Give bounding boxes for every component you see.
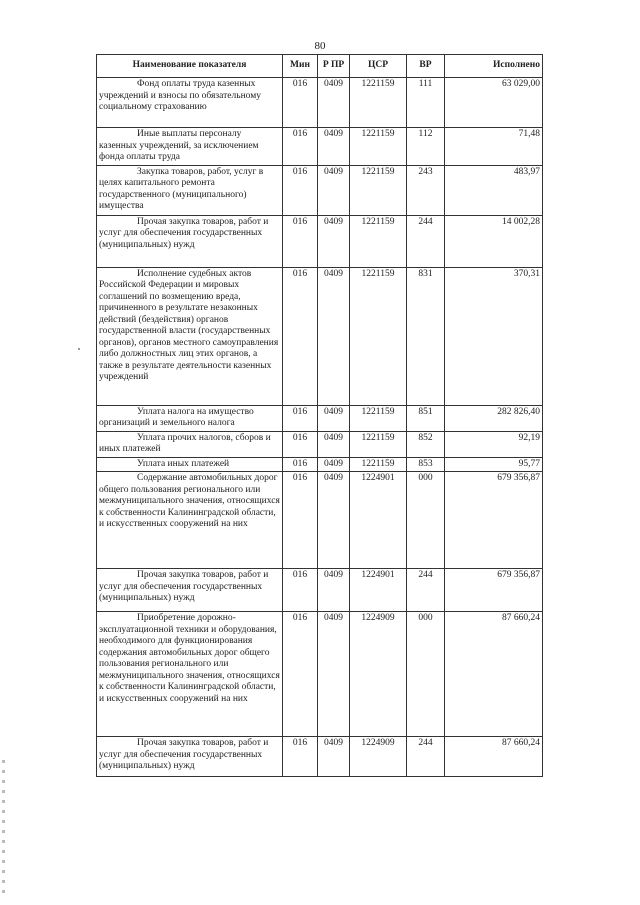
table-row (97, 405, 543, 431)
row-rpr: 0409 (318, 267, 350, 405)
row-vr: 000 (407, 472, 445, 569)
row-csr: 1221159 (350, 78, 407, 128)
row-amount: 282 826,40 (445, 405, 543, 431)
row-amount: 679 356,87 (445, 569, 543, 612)
row-amount: 95,77 (445, 457, 543, 472)
row-vr: 000 (407, 612, 445, 737)
row-csr: 1221159 (350, 267, 407, 405)
row-name: Приобретение дорожно-эксплуатационной техники и оборудования, необходимого для функционирования содержания автомобильных дорог общего пользования регионального или межмуниципального значения, относящихся к собственности Калининградской области, и искусственных сооружений на них (97, 612, 283, 737)
row-amount: 370,31 (445, 267, 543, 405)
table-row (97, 267, 543, 405)
table-row (97, 78, 543, 128)
row-min: 016 (283, 405, 318, 431)
row-rpr: 0409 (318, 431, 350, 457)
row-name: Исполнение судебных актов Российской Федерации и мировых соглашений по возмещению вреда, причиненного в результате незаконных действий (бездействия) органов государственной власти (государственных органов), органов местного самоуправления либо должностных лиц этих органов, а также в результате деятельности казенных учреждений (97, 267, 283, 405)
row-rpr: 0409 (318, 165, 350, 215)
row-rpr: 0409 (318, 215, 350, 267)
table-row (97, 215, 543, 267)
col-header-name: Наименование показателя (97, 55, 283, 78)
row-csr: 1221159 (350, 128, 407, 166)
row-csr: 1221159 (350, 215, 407, 267)
row-rpr: 0409 (318, 457, 350, 472)
row-min: 016 (283, 431, 318, 457)
budget-table (96, 54, 543, 777)
row-min: 016 (283, 612, 318, 737)
row-rpr: 0409 (318, 405, 350, 431)
row-amount: 679 356,87 (445, 472, 543, 569)
row-min: 016 (283, 267, 318, 405)
row-vr: 851 (407, 405, 445, 431)
row-vr: 853 (407, 457, 445, 472)
row-vr: 111 (407, 78, 445, 128)
row-amount: 63 029,00 (445, 78, 543, 128)
table-header-row (97, 55, 543, 78)
row-name: Уплата прочих налогов, сборов и иных платежей (97, 431, 283, 457)
row-vr: 244 (407, 215, 445, 267)
row-rpr: 0409 (318, 737, 350, 777)
row-csr: 1221159 (350, 405, 407, 431)
binding-marks (2, 760, 5, 900)
row-name: Иные выплаты персоналу казенных учреждений, за исключением фонда оплаты труда (97, 128, 283, 166)
row-vr: 243 (407, 165, 445, 215)
col-header-csr: ЦСР (350, 55, 407, 78)
table-row (97, 431, 543, 457)
row-min: 016 (283, 128, 318, 166)
row-rpr: 0409 (318, 128, 350, 166)
row-csr: 1224901 (350, 472, 407, 569)
table-row (97, 165, 543, 215)
row-name: Уплата иных платежей (97, 457, 283, 472)
row-min: 016 (283, 457, 318, 472)
row-csr: 1224909 (350, 612, 407, 737)
table-row (97, 472, 543, 569)
row-name: Содержание автомобильных дорог общего пользования регионального или межмуниципального значения, относящихся к собственности Калининградской области, и искусственных сооружений на них (97, 472, 283, 569)
table-row (97, 737, 543, 777)
row-csr: 1224909 (350, 737, 407, 777)
row-min: 016 (283, 472, 318, 569)
col-header-rpr: Р ПР (318, 55, 350, 78)
scan-speck (78, 348, 80, 350)
col-header-vr: ВР (407, 55, 445, 78)
row-csr: 1224901 (350, 569, 407, 612)
row-min: 016 (283, 78, 318, 128)
row-amount: 483,97 (445, 165, 543, 215)
row-rpr: 0409 (318, 472, 350, 569)
table-row (97, 569, 543, 612)
table-row (97, 128, 543, 166)
row-min: 016 (283, 737, 318, 777)
row-name: Прочая закупка товаров, работ и услуг для обеспечения государственных (муниципальных) нужд (97, 569, 283, 612)
row-csr: 1221159 (350, 457, 407, 472)
row-amount: 87 660,24 (445, 737, 543, 777)
row-csr: 1221159 (350, 165, 407, 215)
col-header-amount: Исполнено (445, 55, 543, 78)
row-vr: 112 (407, 128, 445, 166)
row-rpr: 0409 (318, 78, 350, 128)
col-header-min: Мин (283, 55, 318, 78)
row-rpr: 0409 (318, 569, 350, 612)
table-row (97, 457, 543, 472)
row-name: Прочая закупка товаров, работ и услуг для обеспечения государственных (муниципальных) нужд (97, 215, 283, 267)
row-vr: 244 (407, 569, 445, 612)
row-min: 016 (283, 165, 318, 215)
table-row (97, 612, 543, 737)
row-vr: 244 (407, 737, 445, 777)
row-csr: 1221159 (350, 431, 407, 457)
row-rpr: 0409 (318, 612, 350, 737)
row-name: Закупка товаров, работ, услуг в целях капитального ремонта государственного (муниципального) имущества (97, 165, 283, 215)
row-name: Прочая закупка товаров, работ и услуг для обеспечения государственных (муниципальных) нужд (97, 737, 283, 777)
row-amount: 92,19 (445, 431, 543, 457)
page-number: 80 (314, 40, 326, 52)
row-amount: 14 002,28 (445, 215, 543, 267)
row-amount: 71,48 (445, 128, 543, 166)
row-min: 016 (283, 569, 318, 612)
row-vr: 831 (407, 267, 445, 405)
row-vr: 852 (407, 431, 445, 457)
row-name: Фонд оплаты труда казенных учреждений и взносы по обязательному социальному страхованию (97, 78, 283, 128)
row-name: Уплата налога на имущество организаций и земельного налога (97, 405, 283, 431)
row-min: 016 (283, 215, 318, 267)
row-amount: 87 660,24 (445, 612, 543, 737)
